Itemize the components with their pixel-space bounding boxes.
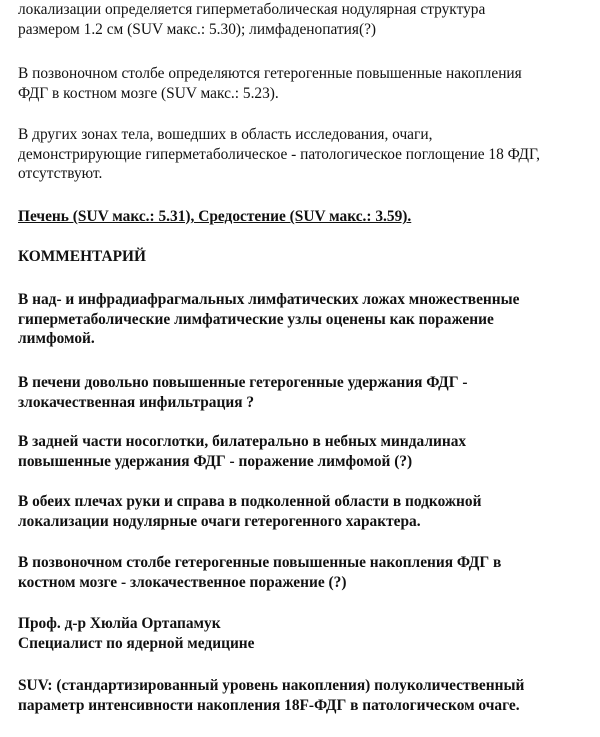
- text-line: В обеих плечах руки и справа в подколенной области в подкожной: [18, 493, 482, 510]
- comment-nasopharynx: [18, 432, 466, 471]
- text-line: костном мозге - злокачественное поражение (?): [18, 573, 347, 591]
- text-line: локализации нодулярные очаги гетерогенного характера.: [18, 512, 421, 530]
- text-line: В задней части носоглотки, билатерально в небных миндалинах: [18, 433, 467, 450]
- findings-paragraph-lesion: [18, 0, 485, 39]
- signature-title: Специалист по ядерной медицине: [18, 634, 255, 652]
- signature-name: Проф. д-р Хюлйа Ортапамук: [18, 615, 221, 632]
- text-line: ФДГ в костном мозге (SUV макс.: 5.23).: [18, 84, 279, 102]
- comment-spine: [18, 553, 501, 592]
- signature-block: [18, 614, 255, 653]
- text-line: В других зонах тела, вошедших в область исследования, очаги,: [18, 126, 433, 143]
- text-line: В позвоночном столбе определяются гетерогенные повышенные накопления: [18, 65, 522, 82]
- text-line: демонстрирующие гиперметаболическое - патологическое поглощение 18 ФДГ,: [18, 145, 540, 163]
- text-line: параметр интенсивности накопления 18F-ФДГ в патологическом очаге.: [18, 696, 520, 714]
- text-line: гиперметаболические лимфатические узлы оценены как поражение: [18, 310, 494, 328]
- text-line: отсутствуют.: [18, 165, 103, 182]
- suv-footnote: [18, 676, 524, 715]
- text-line: В позвоночном столбе гетерогенные повышенные накопления ФДГ в: [18, 554, 502, 571]
- comment-subcutaneous: [18, 492, 481, 531]
- text-line: локализации определяется гиперметаболическая нодулярная структура: [18, 1, 486, 18]
- text-line: В над- и инфрадиафрагмальных лимфатических ложах множественные: [18, 291, 520, 308]
- text-line: В печени довольно повышенные гетерогенные удержания ФДГ -: [18, 374, 468, 391]
- text-line: повышенные удержания ФДГ - поражение лимфомой (?): [18, 452, 413, 470]
- comment-lymph-nodes: [18, 290, 520, 349]
- text-line: размером 1.2 см (SUV макс.: 5.30); лимфаденопатия(?): [18, 20, 377, 38]
- findings-paragraph-spine: [18, 64, 522, 103]
- comment-liver: [18, 373, 467, 412]
- comment-heading: КОММЕНТАРИЙ: [18, 248, 146, 265]
- text-line: SUV: (стандартизированный уровень накопления) полуколичественный: [18, 677, 525, 694]
- text-line: злокачественная инфильтрация ?: [18, 393, 255, 411]
- findings-paragraph-other-zones: [18, 125, 540, 184]
- reference-suv-summary: Печень (SUV макс.: 5.31), Средостение (SUV макс.: 3.59).: [18, 208, 412, 225]
- text-line: лимфомой.: [18, 330, 95, 347]
